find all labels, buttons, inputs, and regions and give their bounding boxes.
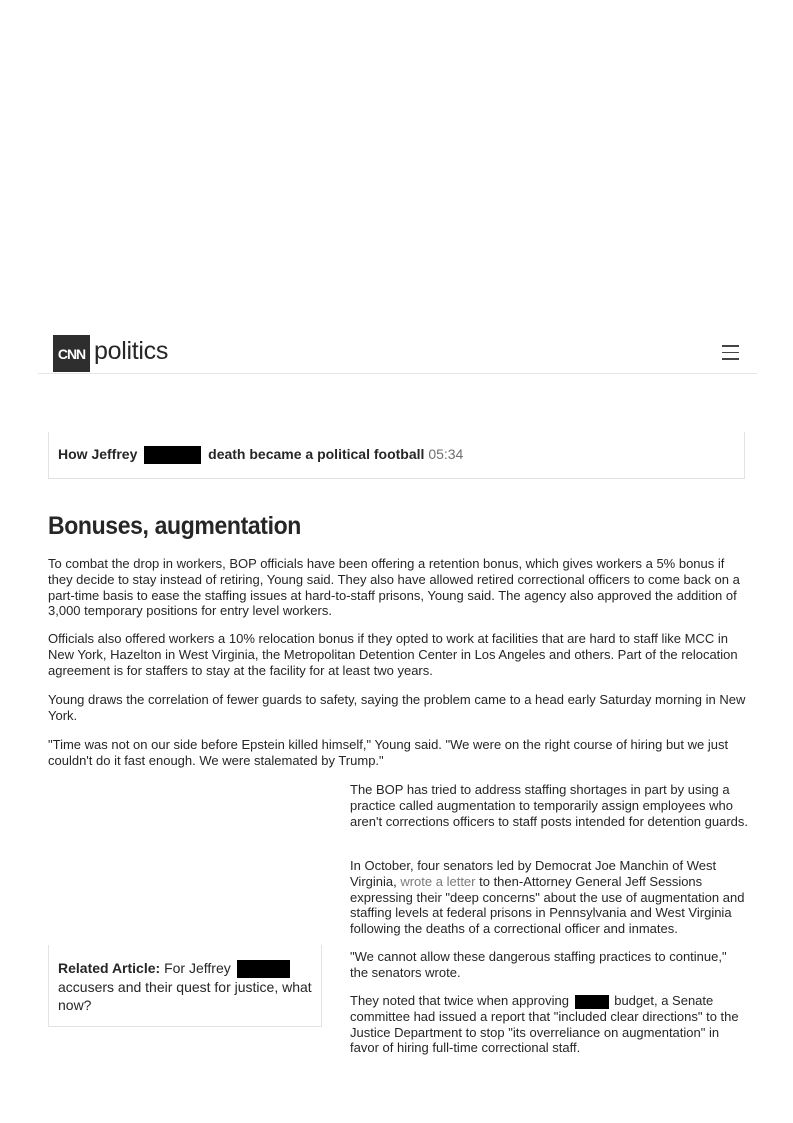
site-header — [38, 333, 757, 374]
paragraph-text: They noted that twice when approving — [350, 993, 569, 1008]
paragraph: "Time was not on our side before Epstein killed himself," Young said. "We were on the right course of hiring but we just couldn't do it fast enough. We were stalemated by Trump." — [48, 737, 729, 768]
paragraph-text: to then-Attorney General Jeff Sessions expressing their "deep concerns" about the use of augmentation and staffing levels at federal prisons in Pennsylvania and West Virginia following the deaths of a correctional officer and inmates. — [350, 873, 745, 937]
paragraph: "We cannot allow these dangerous staffing practices to continue," the senators wrote. — [350, 949, 727, 980]
related-article-card[interactable] — [48, 945, 322, 1027]
paragraph-text: budget, a Senate committee had issued a report that "included clear directions" to the Justice Department to stop "its overreliance on augmentation" in favor of hiring full-time correctional staff. — [350, 993, 739, 1056]
video-title-end[interactable]: death became a political football — [208, 446, 425, 462]
paragraph-text: In October, four senators led by Democrat Joe Manchin of West Virginia, — [350, 858, 717, 889]
section-name[interactable]: politics — [94, 337, 169, 365]
redaction-bar — [575, 995, 609, 1009]
video-card[interactable] — [48, 432, 745, 479]
paragraph: The BOP has tried to address staffing shortages in part by using a practice called augmentation to temporarily assign employees who aren't corrections officers to staff posts intended for detention guards. — [350, 782, 749, 829]
video-duration: 05:34 — [428, 446, 464, 462]
redaction-bar — [237, 960, 290, 978]
related-article-label: Related Article: — [58, 960, 161, 976]
paragraph: To combat the drop in workers, BOP officials have been offering a retention bonus, which gives workers a 5% bonus if they decide to stay instead of retiring, Young said. They also have allowed retired correctional officers to come back on a part-time basis to ease the staffing issues at hard-to-staff prisons, Young said. The agency also approved the addition of 3,000 temporary positions for entry level workers. — [48, 556, 740, 619]
paragraph — [350, 858, 748, 937]
paragraph — [350, 993, 748, 1056]
paragraph: Young draws the correlation of fewer guards to safety, saying the problem came to a head early Saturday morning in New York. — [48, 692, 746, 723]
cnn-logo[interactable]: CNN — [53, 335, 90, 372]
paragraph: Officials also offered workers a 10% relocation bonus if they opted to work at facilities that are hard to staff like MCC in New York, Hazelton in West Virginia, the Metropolitan Detention Center in Los Angeles and others. Part of the relocation agreement is for staffers to stay at the facility for at least two years. — [48, 631, 738, 678]
related-article-text[interactable]: For Jeffrey — [164, 960, 231, 976]
section-heading: Bonuses, augmentation — [48, 512, 301, 540]
wrote-a-letter-link[interactable]: wrote a letter — [400, 873, 476, 889]
redaction-bar — [144, 446, 201, 464]
hamburger-menu-icon[interactable] — [722, 345, 739, 360]
video-title-start[interactable]: How Jeffrey — [58, 446, 138, 462]
related-article-text[interactable]: accusers and their quest for justice, what now? — [58, 979, 312, 1014]
